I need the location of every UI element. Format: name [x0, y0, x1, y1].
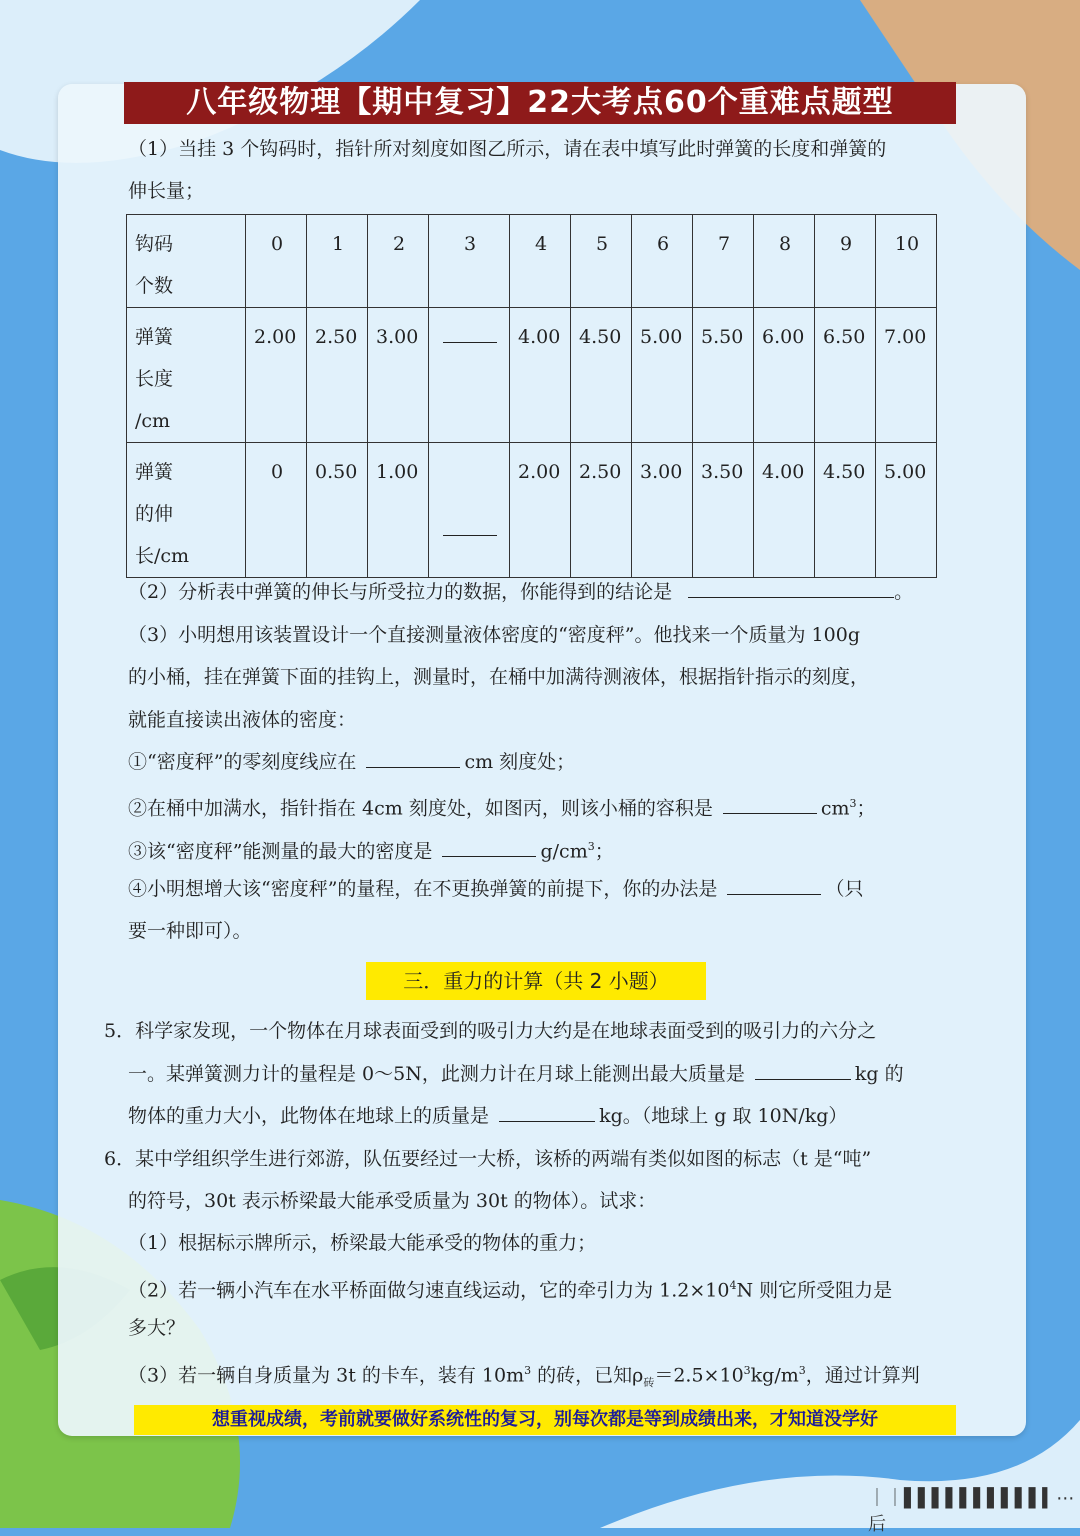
answer-blank: [727, 875, 821, 895]
row-header: 钩码 个数: [127, 215, 246, 308]
table-cell: 2: [368, 215, 429, 308]
table-cell: 2.00: [246, 308, 307, 443]
table-cell: 3.00: [632, 443, 693, 578]
answer-blank: [499, 1102, 595, 1122]
answer-blank: [688, 578, 894, 598]
table-cell: 3: [429, 215, 510, 308]
table-cell: 6: [632, 215, 693, 308]
row-header: 弹簧 长度 /cm: [127, 308, 246, 443]
spring-data-table: [126, 214, 937, 578]
problem-6-q2: （2）若一辆小汽车在水平桥面做匀速直线运动，它的牵引力为 $1.2\times 10^4N$ 则它所受阻力是: [128, 1279, 893, 1302]
table-cell: 8: [754, 215, 815, 308]
table-cell: 1.00: [368, 443, 429, 578]
q3-line3: 就能直接读出液体的密度：: [128, 709, 357, 731]
sub-question-3: ③该“密度秤”能测量的最大的密度是 $g/cm^3$；: [128, 826, 614, 872]
table-cell: 0: [246, 215, 307, 308]
table-cell: 6.00: [754, 308, 815, 443]
q2-line: （2）分析表中弹簧的伸长与所受拉力的数据，你能得到的结论是 。: [128, 571, 913, 613]
problem-5-line2: 一。某弹簧测力计的量程是 0～5N，此测力计在月球上能测出最大质量是 kg 的: [128, 1053, 904, 1095]
footer-banner: 想重视成绩，考前就要做好系统性的复习，别每次都是等到成绩出来，才知道没学好: [134, 1405, 956, 1435]
problem-5-line1: 5．科学家发现，一个物体在月球表面受到的吸引力大约是在地球表面受到的吸引力的六分之: [104, 1020, 877, 1042]
q1-line2: 伸长量；: [128, 180, 205, 202]
table-cell: 1: [307, 215, 368, 308]
answer-blank: [366, 748, 460, 768]
q1-line1: （1）当挂 3 个钩码时，指针所对刻度如图乙所示，请在表中填写此时弹簧的长度和弹簧的: [128, 138, 887, 160]
table-cell: 4.00: [754, 443, 815, 578]
table-cell: 0: [246, 443, 307, 578]
table-cell: 2.50: [307, 308, 368, 443]
sub-question-1: ①“密度秤”的零刻度线应在 cm 刻度处；: [128, 741, 575, 783]
table-cell: 2.50: [571, 443, 632, 578]
table-cell: 7.00: [876, 308, 937, 443]
table-cell: 6.50: [815, 308, 876, 443]
answer-blank: [723, 794, 817, 814]
sub-question-2: ②在桶中加满水，指针指在 4cm 刻度处，如图丙，则该小桶的容积是 $cm^3$；: [128, 783, 876, 829]
table-cell: 10: [876, 215, 937, 308]
table-cell: 7: [693, 215, 754, 308]
table-cell: 4.50: [815, 443, 876, 578]
answer-blank: [443, 517, 497, 536]
answer-blank: [442, 837, 536, 857]
table-cell: 5.00: [876, 443, 937, 578]
table-cell: 5.50: [693, 308, 754, 443]
problem-6-line2: 的符号，30t 表示桥梁最大能承受质量为 30t 的物体）。试求：: [128, 1190, 657, 1212]
q3-line1: （3）小明想用该装置设计一个直接测量液体密度的“密度秤”。他找来一个质量为 100g: [128, 624, 860, 646]
answer-blank: [755, 1060, 851, 1080]
answer-blank: [443, 324, 497, 343]
table-cell: 5.00: [632, 308, 693, 443]
corner-mark: ｜｜▌▌▌▌▌▌▌▌▌▌▍⋯后: [868, 1488, 1075, 1535]
row-header: 弹簧 的伸 长/cm: [127, 443, 246, 578]
q3-line2: 的小桶，挂在弹簧下面的挂钩上，测量时，在桶中加满待测液体，根据指针指示的刻度，: [128, 666, 870, 688]
table-cell: 0.50: [307, 443, 368, 578]
problem-6-q3: （3）若一辆自身质量为 3t 的卡车，装有 $10m^3$ 的砖，已知$\rho_砖=2.5\times 10^3kg/m^3$，通过计算判: [128, 1364, 920, 1390]
table-row-lengths: [127, 308, 937, 443]
table-cell: 3.00: [368, 308, 429, 443]
table-cell: 4.00: [510, 308, 571, 443]
problem-5-line3: 物体的重力大小，此物体在地球上的质量是 kg。（地球上 g 取 10N/kg）: [128, 1095, 847, 1137]
sub-question-4: ④小明想增大该“密度秤”的量程，在不更换弹簧的前提下，你的办法是 （只: [128, 868, 864, 910]
table-cell: 9: [815, 215, 876, 308]
problem-6-q2-line2: 多大？: [128, 1317, 186, 1339]
page-title: 八年级物理【期中复习】22大考点60个重难点题型: [124, 82, 956, 124]
table-cell: 4: [510, 215, 571, 308]
problem-6-line1: 6．某中学组织学生进行郊游，队伍要经过一大桥，该桥的两端有类似如图的标志（t 是“吨”: [104, 1148, 872, 1170]
sub-question-4-line2: 要一种即可）。: [128, 920, 252, 942]
table-cell: 3.50: [693, 443, 754, 578]
answer-blank-cell: [429, 443, 510, 578]
table-cell: 2.00: [510, 443, 571, 578]
section-heading: 三．重力的计算（共 2 小题）: [366, 962, 706, 1000]
table-row-counts: [127, 215, 937, 308]
answer-blank-cell: [429, 308, 510, 443]
table-row-extensions: [127, 443, 937, 578]
table-cell: 5: [571, 215, 632, 308]
problem-6-q1: （1）根据标示牌所示，桥梁最大能承受的物体的重力；: [128, 1232, 597, 1254]
table-cell: 4.50: [571, 308, 632, 443]
